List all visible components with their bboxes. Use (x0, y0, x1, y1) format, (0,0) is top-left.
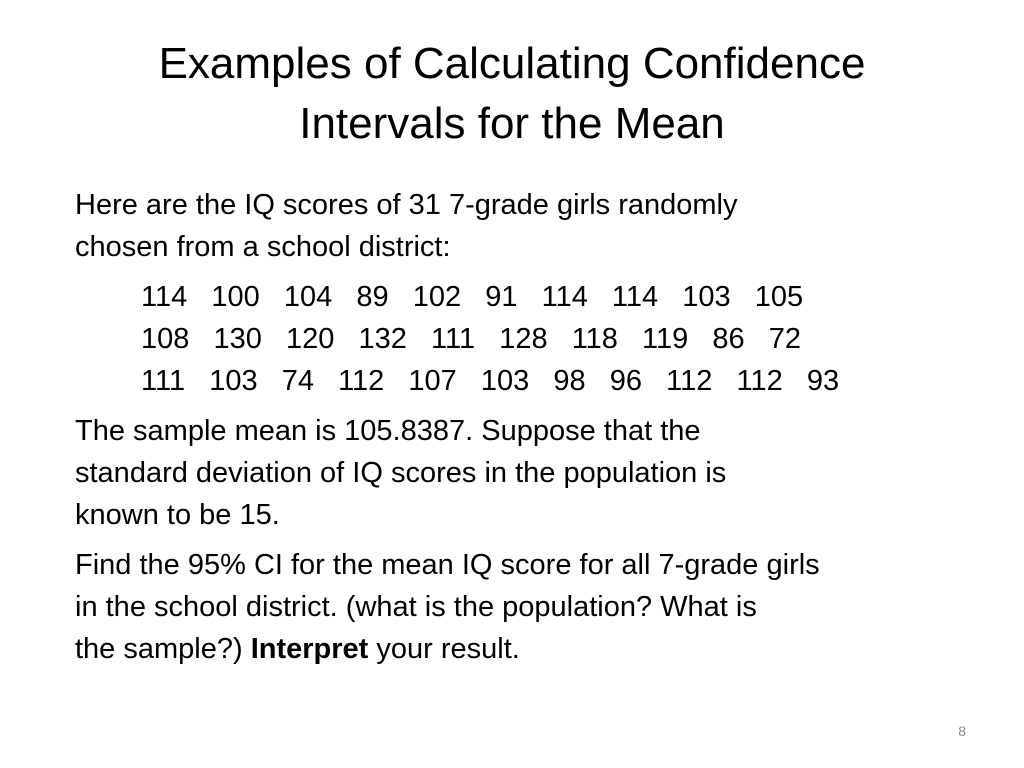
task-line-3-prefix: the sample?) (75, 633, 251, 665)
mean-line-2: standard deviation of IQ scores in the population is (75, 457, 727, 489)
slide-title (60, 34, 964, 154)
mean-paragraph (75, 410, 975, 536)
intro-line-1: Here are the IQ scores of 31 7-grade girls randomly (75, 189, 738, 221)
intro-paragraph (75, 184, 975, 268)
page-number: 8 (958, 723, 966, 739)
task-line-3 (75, 628, 975, 670)
slide-body (75, 184, 975, 678)
title-line-1: Examples of Calculating Confidence (158, 39, 866, 88)
iq-scores-list (75, 276, 975, 402)
task-line-1: Find the 95% CI for the mean IQ score for all 7-grade girls (75, 549, 820, 581)
mean-line-1: The sample mean is 105.8387. Suppose that the (75, 415, 701, 447)
scores-row-2: 108 130 120 132 111 128 118 119 86 72 (141, 323, 802, 355)
scores-row-1: 114 100 104 89 102 91 114 114 103 105 (141, 281, 804, 313)
task-line-2: in the school district. (what is the population? What is (75, 591, 757, 623)
mean-line-3: known to be 15. (75, 499, 280, 531)
task-line-3-suffix: your result. (368, 633, 520, 665)
task-paragraph (75, 544, 975, 670)
scores-row-3: 111 103 74 112 107 103 98 96 112 112 93 (141, 365, 840, 397)
intro-line-2: chosen from a school district: (75, 231, 451, 263)
interpret-emphasis: Interpret (250, 633, 369, 665)
title-line-2: Intervals for the Mean (299, 99, 725, 148)
